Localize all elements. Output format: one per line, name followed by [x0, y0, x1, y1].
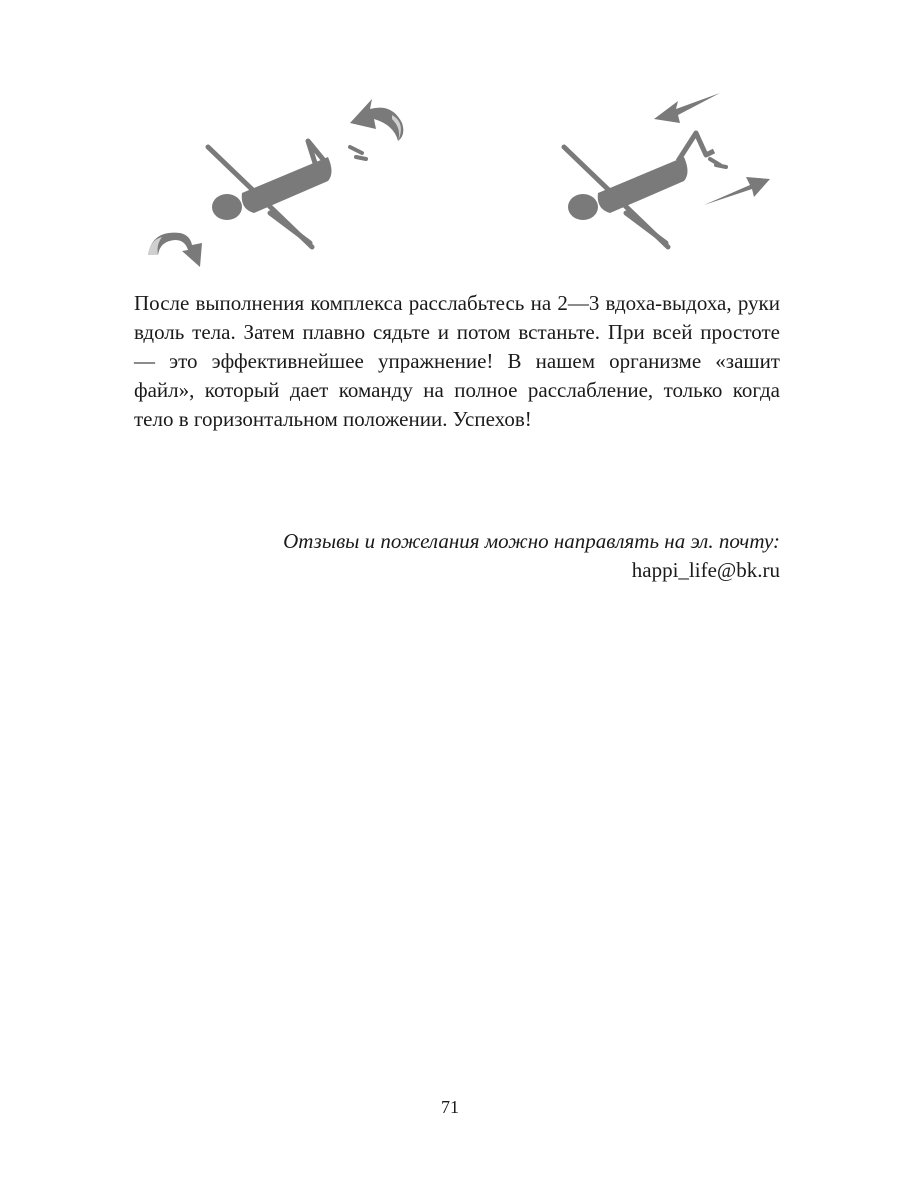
curved-arrow-left-bottom-icon — [148, 233, 202, 267]
arrow-right-icon — [704, 177, 770, 205]
figure-right — [564, 133, 726, 247]
main-paragraph: После выполнения комплекса расслабьтесь на 2—3 вдоха-выдоха, руки вдоль тела. Затем плавно сядьте и потом встаньте. При всей простоте — это эффективнейшее упражнение! В нашем организме «зашит файл», который дает команду на полное расслабление, только когда тело в горизонтальном положении. Успехов! — [134, 291, 780, 431]
exercise-illustration — [130, 85, 790, 285]
contact-email: happi_life@bk.ru — [631, 558, 780, 582]
body-text — [134, 289, 780, 434]
feedback-note: Отзывы и пожелания можно направлять на эл. почту: — [283, 529, 780, 553]
curved-arrow-left-top-icon — [350, 99, 403, 141]
arrow-up-left-icon — [654, 93, 720, 123]
figure-left — [208, 141, 366, 247]
contact-block — [134, 527, 780, 585]
page-number: 71 — [441, 1097, 459, 1117]
